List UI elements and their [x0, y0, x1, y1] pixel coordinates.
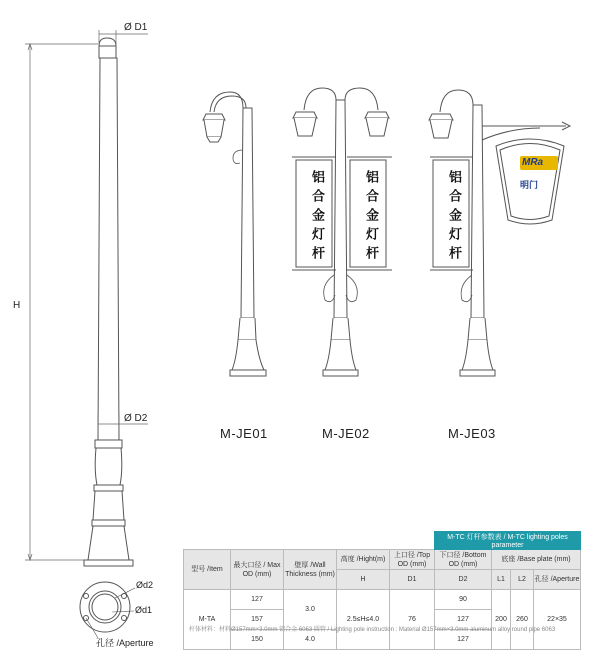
model-label-1: M-JE01 — [220, 426, 268, 441]
cell-aperture: 22×35 — [534, 590, 581, 650]
cell-l2: 260 — [511, 590, 534, 650]
col-l1: L1 — [492, 570, 511, 590]
model-label-3: M-JE03 — [448, 426, 496, 441]
d2-label: Ø D2 — [124, 413, 148, 424]
cell-top-od: 76 — [390, 590, 435, 650]
small-d1-label: Ød1 — [135, 605, 153, 615]
cell-bottom-od: 90 — [435, 590, 492, 610]
col-aperture: 孔径 /Aperture — [534, 570, 581, 590]
cell-max-od: 127 — [231, 590, 284, 610]
sign-text: 明门 — [520, 180, 539, 190]
banner-text-2: 铝合金灯杆 — [363, 170, 378, 265]
d1-label: Ø D1 — [124, 22, 148, 33]
col-d2: D2 — [435, 570, 492, 590]
col-bottom-od: 下口径 /Bottom OD (mm) — [435, 550, 492, 570]
table-title: M-TC 灯杆参数表 / M-TC lighting poles parameter — [435, 532, 581, 550]
cell-max-od: 157 — [231, 610, 284, 630]
model-label-2: M-JE02 — [322, 426, 370, 441]
col-h: H — [337, 570, 390, 590]
sign-logo: MRa — [522, 157, 544, 168]
col-max-od: 最大口径 / Max OD (mm) — [231, 550, 284, 590]
col-l2: L2 — [511, 570, 534, 590]
cell-bottom-od: 127 — [435, 610, 492, 630]
cell-wall: 4.0 — [284, 630, 337, 650]
cell-bottom-od: 127 — [435, 630, 492, 650]
banner-text-3: 铝合金灯杆 — [446, 170, 461, 265]
technical-pole — [84, 38, 133, 566]
col-wall: 壁厚 /Wall Thickness (mm) — [284, 550, 337, 590]
col-base-plate: 底座 /Base plate (mm) — [492, 550, 581, 570]
cell-item: M-TA — [184, 590, 231, 650]
cell-max-od: 150 — [231, 630, 284, 650]
col-height: 高度 /Hight(m) — [337, 550, 390, 570]
table-note: 杆体材料：材料Ø157mm×3.0mm 铝合金 6063 圆管 / Lighting pole instruction : Material Ø157mm×3.0mm aluminum alloy round pipe 6063 — [189, 627, 556, 633]
height-label: H — [13, 300, 21, 311]
pole-m-je01 — [203, 92, 266, 376]
cell-l1: 200 — [492, 590, 511, 650]
cell-wall: 3.0 — [284, 590, 337, 630]
small-d2-label: Ød2 — [136, 580, 154, 590]
col-item: 型号 /Item — [184, 550, 231, 590]
banner-text-1: 铝合金灯杆 — [309, 170, 324, 265]
cell-height: 2.5≤H≤4.0 — [337, 590, 390, 650]
aperture-label: 孔径 /Aperture — [96, 638, 154, 648]
table-row — [184, 590, 581, 610]
base-plate-diagram — [80, 582, 135, 638]
col-top-od: 上口径 /Top OD (mm) — [390, 550, 435, 570]
col-d1: D1 — [390, 570, 435, 590]
